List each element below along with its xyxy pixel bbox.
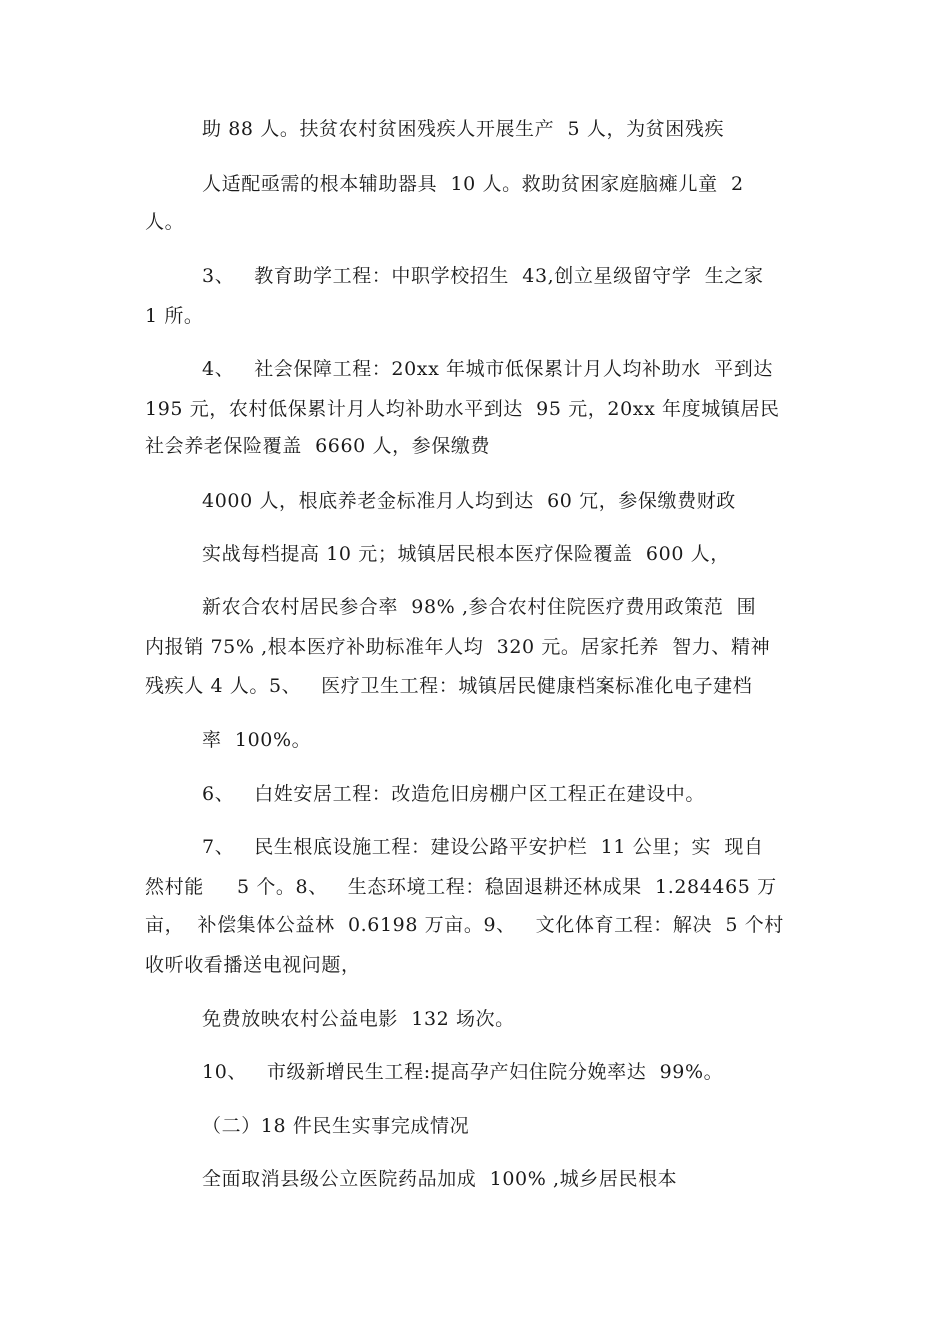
section-heading: （二）18 件民生实事完成情况 xyxy=(202,1115,470,1137)
text-line: 助 88 人。扶贫农村贫困残疾人开展生产 5 人，为贫困残疾 xyxy=(202,118,725,140)
text-line: 新农合农村居民参合率 98% ,参合农村住院医疗费用政策范 围 xyxy=(202,596,757,618)
text-line: 10、 市级新增民生工程:提高孕产妇住院分娩率达 99%。 xyxy=(202,1061,724,1083)
text-line: 人适配亟需的根本辅助器具 10 人。救助贫困家庭脑瘫儿童 2 xyxy=(202,173,744,195)
text-line: 7、 民生根底设施工程：建设公路平安护栏 11 公里；实 现自 xyxy=(202,836,764,858)
text-line: 收听收看播送电视问题， xyxy=(145,954,361,976)
text-line: 内报销 75% ,根本医疗补助标准年人均 320 元。居家托养 智力、精神 xyxy=(145,636,771,658)
text-line: 195 元，农村低保累计月人均补助水平到达 95 元，20xx 年度城镇居民 xyxy=(145,398,780,420)
text-line: 3、 教育助学工程：中职学校招生 43,创立星级留守学 生之家 xyxy=(202,265,764,287)
text-line: 然村能 5 个。8、 生态环境工程：稳固退耕还林成果 1.284465 万 xyxy=(145,876,777,898)
text-line: 亩， 补偿集体公益林 0.6198 万亩。9、 文化体育工程：解决 5 个村 xyxy=(145,914,784,936)
text-line: 实战每档提高 10 元；城镇居民根本医疗保险覆盖 600 人， xyxy=(202,543,730,565)
text-line: 4000 人，根底养老金标准月人均到达 60 冗，参保缴费财政 xyxy=(202,490,736,512)
text-line: 6、 白姓安居工程：改造危旧房棚户区工程正在建设中。 xyxy=(202,783,706,805)
text-line: 残疾人 4 人。5、 医疗卫生工程：城镇居民健康档案标准化电子建档 xyxy=(145,675,753,697)
text-line: 全面取消县级公立医院药品加成 100% ,城乡居民根本 xyxy=(202,1168,678,1190)
text-line: 社会养老保险覆盖 6660 人，参保缴费 xyxy=(145,435,491,457)
text-line: 人。 xyxy=(145,211,185,233)
text-line: 4、 社会保障工程：20xx 年城市低保累计月人均补助水 平到达 xyxy=(202,358,773,380)
text-line: 免费放映农村公益电影 132 场次。 xyxy=(202,1008,515,1030)
text-line: 率 100%。 xyxy=(202,729,312,751)
text-line: 1 所。 xyxy=(145,305,204,327)
